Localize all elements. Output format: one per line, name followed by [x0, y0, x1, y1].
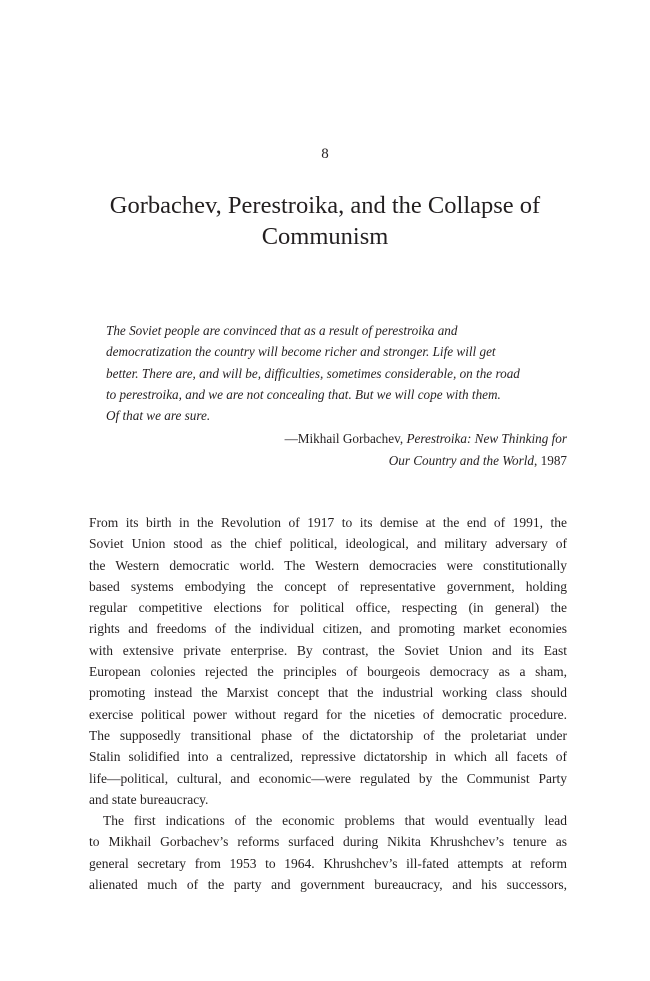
attribution-year: , 1987	[534, 453, 567, 468]
body-line: based systems embodying the concept of representative government, holding	[89, 578, 567, 594]
attribution-work-title-part-2: Our Country and the World	[388, 453, 535, 468]
body-line: with extensive private enterprise. By contrast, the Soviet Union and its East	[89, 642, 567, 658]
attribution-line-2	[285, 450, 567, 472]
chapter-number: 8	[321, 146, 329, 162]
epigraph-attribution	[285, 428, 567, 472]
body-line: promoting instead the Marxist concept that the industrial working class should	[89, 685, 567, 701]
body-line: The first indications of the economic problems that would eventually lead	[103, 813, 567, 829]
body-line: life—political, cultural, and economic—were regulated by the Communist Party	[89, 770, 567, 786]
body-line: European colonies rejected the principles of bourgeois democracy as a sham,	[89, 664, 567, 680]
chapter-title	[80, 190, 570, 252]
body-line: alienated much of the party and government bureaucracy, and his successors,	[89, 877, 567, 893]
chapter-title-line-2: Communism	[261, 223, 389, 250]
epigraph-line: better. There are, and will be, difficulties, sometimes considerable, on the road	[106, 365, 520, 381]
paragraph-2	[89, 810, 567, 895]
paragraph-1	[89, 512, 567, 810]
body-line: rights and freedoms of the individual citizen, and promoting market economies	[89, 621, 567, 637]
attribution-line-1	[285, 428, 567, 450]
body-line: exercise political power without regard for the niceties of democratic procedure.	[89, 706, 567, 722]
body-line: The supposedly transitional phase of the dictatorship of the proletariat under	[89, 727, 567, 743]
body-line: and state bureaucracy.	[89, 791, 209, 807]
epigraph-line: democratization the country will become richer and stronger. Life will get	[106, 344, 496, 360]
body-line: the Western democratic world. The Western democracies were constitutionally	[89, 557, 567, 573]
body-line: From its birth in the Revolution of 1917 to its demise at the end of 1991, the	[89, 515, 567, 530]
body-line: Soviet Union stood as the chief political, ideological, and military adversary of	[89, 536, 567, 552]
chapter-title-line-1: Gorbachev, Perestroika, and the Collapse of	[109, 192, 541, 219]
attribution-work-title-part-1: Perestroika: New Thinking for	[406, 431, 567, 446]
epigraph-line: The Soviet people are convinced that as a result of perestroika and	[106, 323, 458, 338]
body-line: to Mikhail Gorbachev’s reforms surfaced during Nikita Khrushchev’s tenure as	[89, 834, 567, 850]
body-text	[89, 512, 567, 895]
body-line: general secretary from 1953 to 1964. Khrushchev’s ill-fated attempts at reform	[89, 855, 567, 871]
body-line: Stalin solidified into a centralized, repressive dictatorship in which all facets of	[89, 749, 567, 765]
epigraph-quote	[106, 320, 568, 426]
body-line: regular competitive elections for political office, respecting (in general) the	[89, 600, 567, 616]
epigraph-line: to perestroika, and we are not concealing that. But we will cope with them.	[106, 386, 501, 402]
attribution-author: —Mikhail Gorbachev,	[284, 431, 407, 446]
epigraph-line: Of that we are sure.	[106, 408, 211, 424]
